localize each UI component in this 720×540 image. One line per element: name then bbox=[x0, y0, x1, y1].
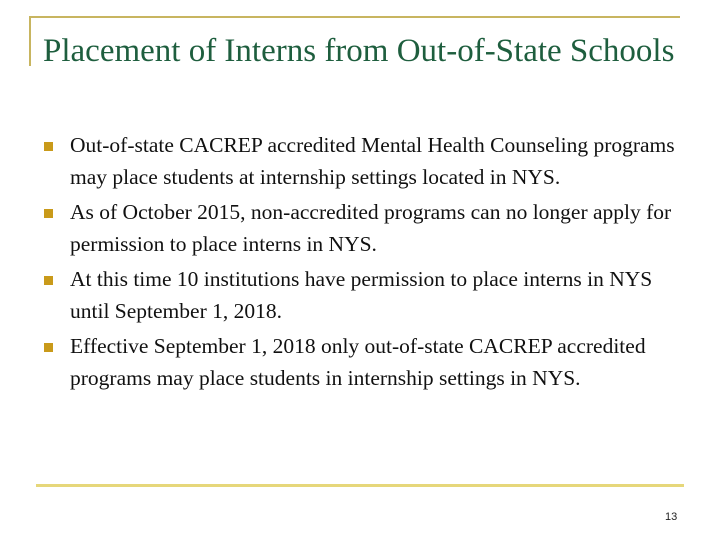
bullet-item bbox=[44, 197, 694, 260]
bottom-divider bbox=[36, 484, 684, 487]
bullet-item bbox=[44, 331, 694, 394]
square-bullet-icon bbox=[44, 142, 53, 151]
bullet-item bbox=[44, 264, 694, 327]
bullet-list bbox=[44, 130, 694, 398]
square-bullet-icon bbox=[44, 343, 53, 352]
left-border-line bbox=[29, 16, 31, 66]
bullet-text: As of October 2015, non-accredited programs can no longer apply for permission to place interns in NYS. bbox=[70, 200, 672, 256]
page-number: 13 bbox=[665, 511, 678, 523]
top-border-line bbox=[30, 16, 680, 18]
bullet-text: Out-of-state CACREP accredited Mental Health Counseling programs may place students at internship settings located in NYS. bbox=[70, 133, 675, 189]
square-bullet-icon bbox=[44, 276, 53, 285]
slide-title: Placement of Interns from Out-of-State Schools bbox=[43, 33, 675, 69]
bullet-item bbox=[44, 130, 694, 193]
square-bullet-icon bbox=[44, 209, 53, 218]
bullet-text: At this time 10 institutions have permission to place interns in NYS until September 1, 2018. bbox=[70, 267, 653, 323]
bullet-text: Effective September 1, 2018 only out-of-state CACREP accredited programs may place students in internship settings in NYS. bbox=[70, 334, 646, 390]
